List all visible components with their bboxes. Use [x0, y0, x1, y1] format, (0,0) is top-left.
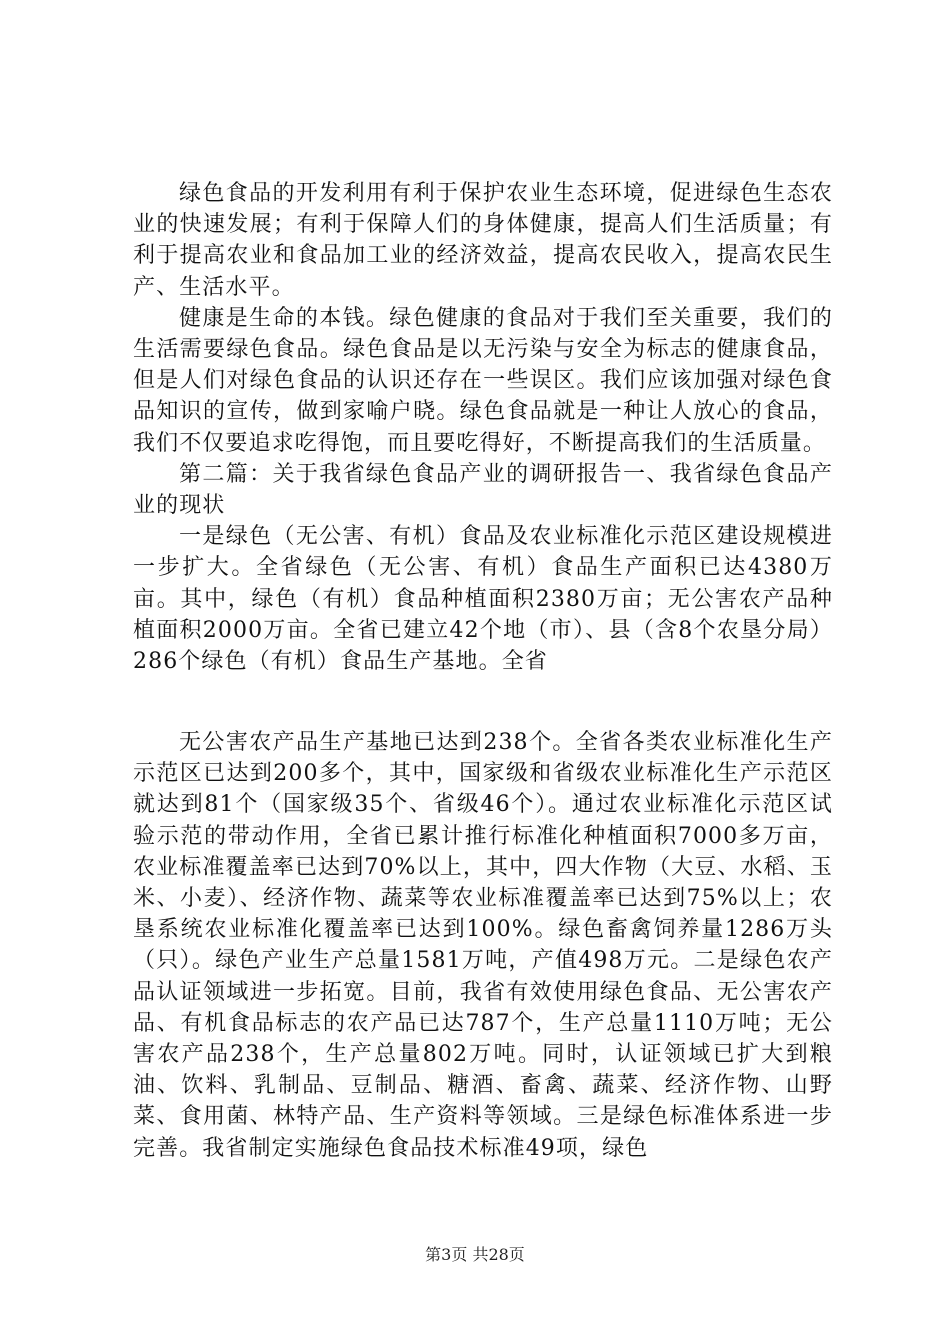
paragraph-production-bases: 无公害农产品生产基地已达到238个。全省各类农业标准化生产示范区已达到200多个，其中，国家级和省级农业标准化生产示范区就达到81个（国家级35个、省级46个）。通过农业标准化示范区试验示范的带动作用，全省已累计推行标准化种植面积7000多万亩，农业标准覆盖率已达到70%以上，其中，四大作物（大豆、水稻、玉米、小麦）、经济作物、蔬菜等农业标准覆盖率已达到75%以上；农垦系统农业标准化覆盖率已达到100%。绿色畜禽饲养量1286万头（只）。绿色产业生产总量1581万吨，产值498万元。二是绿色农产品认证领域进一步拓宽。目前，我省有效使用绿色食品、无公害农产品、有机食品标志的农产品已达787个，生产总量1110万吨；无公害农产品238个，生产总量802万吨。同时，认证领域已扩大到粮油、饮料、乳制品、豆制品、糖酒、畜禽、蔬菜、经济作物、山野菜、食用菌、林特产品、生产资料等领域。三是绿色标准体系进一步完善。我省制定实施绿色食品技术标准49项，绿色 [133, 730, 833, 1161]
paragraph-health: 健康是生命的本钱。绿色健康的食品对于我们至关重要，我们的生活需要绿色食品。绿色食品是以无污染与安全为标志的健康食品，但是人们对绿色食品的认识还存在一些误区。我们应该加强对绿色食品知识的宣传，做到家喻户晓。绿色食品就是一种让人放心的食品，我们不仅要追求吃得饱，而且要吃得好，不断提高我们的生活质量。 [133, 305, 833, 456]
text-block-upper [133, 178, 833, 677]
paragraph-section-heading: 第二篇：关于我省绿色食品产业的调研报告一、我省绿色食品产业的现状 [133, 461, 833, 519]
paragraph-green-food-benefits: 绿色食品的开发利用有利于保护农业生态环境，促进绿色生态农业的快速发展；有利于保障人们的身体健康，提高人们生活质量；有利于提高农业和食品加工业的经济效益，提高农民收入，提高农民生产、生活水平。 [133, 181, 833, 300]
paragraph-industry-scale: 一是绿色（无公害、有机）食品及农业标准化示范区建设规模进一步扩大。全省绿色（无公害、有机）食品生产面积已达4380万亩。其中，绿色（有机）食品种植面积2380万亩；无公害农产品种植面积2000万亩。全省已建立42个地（市）、县（含8个农垦分局）286个绿色（有机）食品生产基地。全省 [133, 524, 833, 675]
text-block-lower [133, 727, 833, 1164]
page-number-footer: 第3页 共28页 [425, 1245, 525, 1264]
